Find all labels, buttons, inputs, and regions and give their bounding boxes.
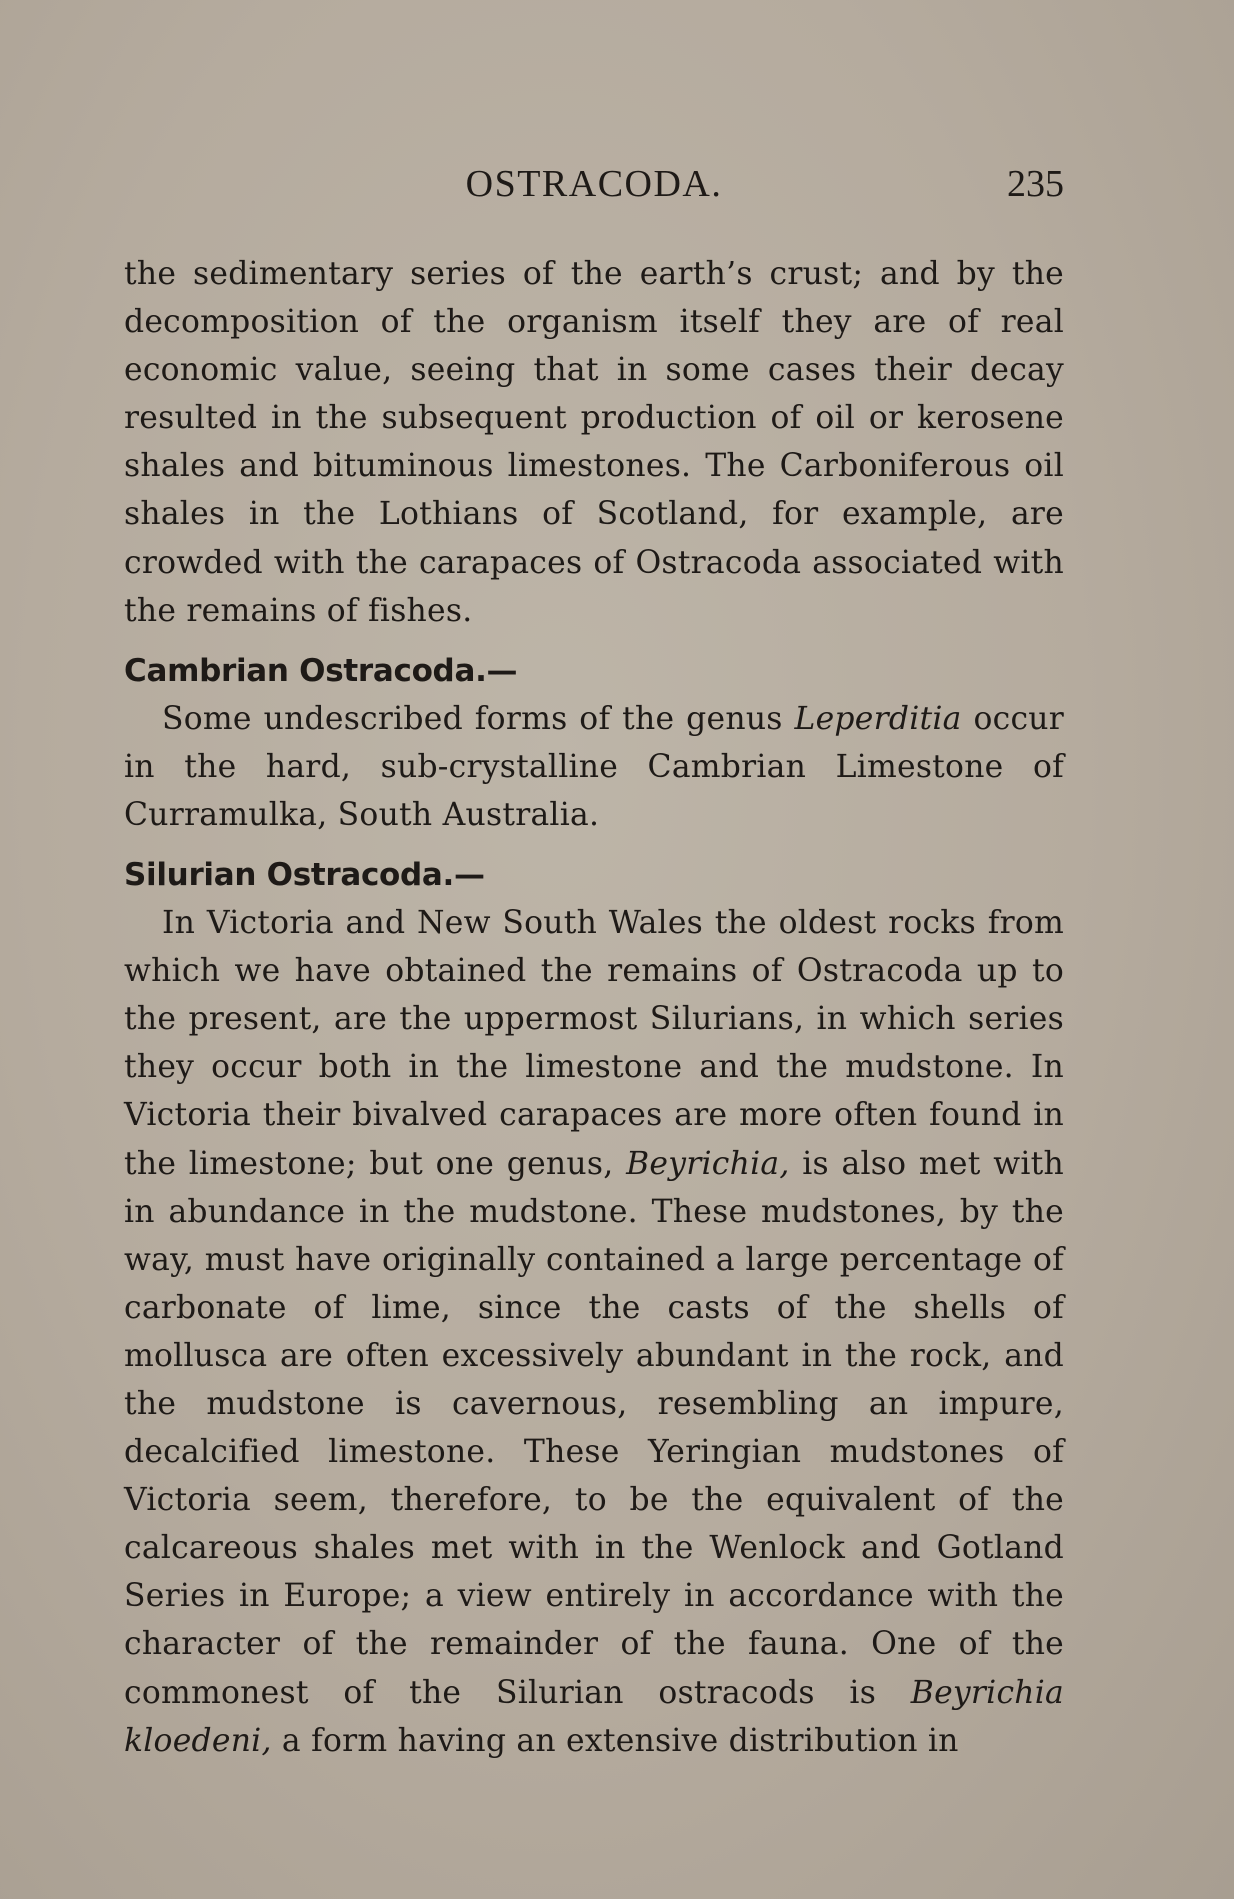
cambrian-text-2: occur in the hard, sub-crystalline Cambrian Limestone of Curramulka, South Australia. — [124, 700, 1064, 833]
page-body — [124, 250, 1064, 1765]
species-beyrichia-kloedeni: Beyrichia kloedeni, — [124, 1674, 1064, 1759]
silurian-text-1: In Victoria and New South Wales the oldest rocks from which we have obtained the remains of Ostracoda up to the present, are the uppermost Silurians, in which series they occur both in the limestone and the mudstone. In Victoria their bivalved carapaces are more often found in the limestone; but one genus, — [124, 905, 1064, 1182]
silurian-paragraph — [124, 899, 1064, 1765]
page-number: 235 — [1007, 163, 1064, 205]
cambrian-text-1: Some undescribed forms of the genus — [162, 700, 795, 737]
intro-paragraph: the sedimentary series of the earth’s crust; and by the decomposition of the organism itself they are of real economic value, seeing that in some cases their decay resulted in the subsequent production of oil or kerosene shales and bituminous limestones. The Carboniferous oil shales in the Lothians of Scotland, for example, are crowded with the carapaces of Ostracoda associated with the remains of fishes. — [124, 256, 1064, 629]
silurian-text-2: is also met with in abundance in the mudstone. These mudstones, by the way, must have originally contained a large percentage of carbonate of lime, since the casts of the shells of mollusca are often excessively abundant in the rock, and the mudstone is cavernous, resembling an impure, decalcified limestone. These Yeringian mudstones of Victoria seem, therefore, to be the equivalent of the calcareous shales met with in the Wenlock and Gotland Series in Europe; a view entirely in accordance with the character of the remainder of the fauna. One of the commonest of the Silurian ostracods is — [124, 1145, 1064, 1711]
genus-leperditia: Leperditia — [794, 700, 962, 737]
running-title: OSTRACODA. — [465, 163, 723, 205]
section-heading-silurian: Silurian Ostracoda.— — [124, 857, 485, 894]
silurian-text-3: a form having an extensive distribution in — [271, 1722, 959, 1759]
page-header — [124, 162, 1064, 210]
section-heading-cambrian: Cambrian Ostracoda.— — [124, 652, 518, 689]
cambrian-paragraph — [124, 695, 1064, 839]
genus-beyrichia: Beyrichia, — [626, 1145, 790, 1182]
